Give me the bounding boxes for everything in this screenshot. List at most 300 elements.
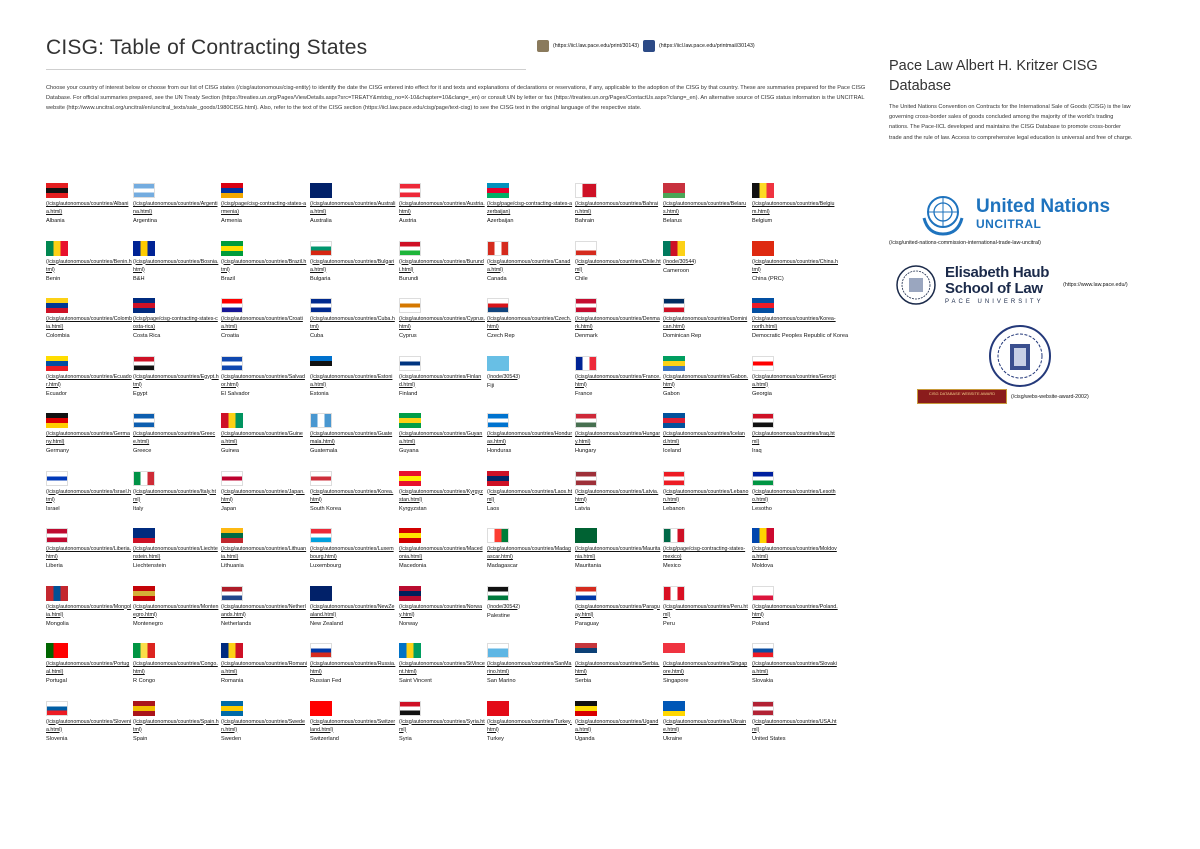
country-cell[interactable] (221, 528, 307, 569)
country-cell[interactable] (752, 298, 849, 339)
country-cell[interactable] (487, 471, 573, 512)
country-link[interactable]: (/cisg/autonomous/countries/Gabon.html) (663, 373, 749, 388)
country-flag-icon[interactable] (487, 471, 509, 486)
country-link[interactable]: (/cisg/autonomous/countries/Mongolia.html) (46, 603, 132, 618)
country-flag-icon[interactable] (221, 471, 243, 486)
country-cell[interactable] (663, 528, 749, 569)
country-flag-icon[interactable] (310, 471, 332, 486)
country-flag-icon[interactable] (487, 241, 509, 256)
country-cell[interactable] (575, 528, 661, 569)
country-link[interactable]: (/cisg/autonomous/countries/Switzerland.html) (310, 718, 396, 733)
country-flag-icon[interactable] (663, 413, 685, 428)
country-link[interactable]: (/cisg/autonomous/countries/Kyrgyzstan.html) (399, 488, 483, 503)
country-flag-icon[interactable] (575, 528, 597, 543)
pace-university: PACE UNIVERSITY (945, 299, 1044, 305)
country-cell[interactable] (46, 586, 132, 627)
country-flag-icon[interactable] (399, 586, 421, 601)
country-cell[interactable] (575, 413, 661, 454)
country-flag-icon[interactable] (575, 413, 597, 428)
country-link[interactable]: (/cisg/autonomous/countries/Colombia.html) (46, 316, 132, 330)
country-cell[interactable] (752, 586, 838, 627)
country-name: Italy (133, 505, 144, 512)
country-cell[interactable] (575, 298, 661, 339)
country-flag-icon[interactable] (133, 183, 155, 198)
pace-logo[interactable] (895, 264, 1128, 306)
country-cell[interactable] (487, 701, 573, 742)
country-link[interactable]: (/cisg/autonomous/countries/Moldova.html) (752, 546, 837, 560)
country-flag-icon[interactable] (310, 183, 332, 198)
country-flag-icon[interactable] (663, 586, 685, 601)
country-flag-icon[interactable] (133, 471, 155, 486)
country-flag-icon[interactable] (221, 298, 243, 313)
country-link[interactable]: (/cisg/autonomous/countries/Australia.html) (310, 201, 396, 215)
country-link[interactable]: (/cisg/autonomous/countries/Belgium.html) (752, 201, 835, 215)
country-cell[interactable] (663, 241, 749, 274)
country-link[interactable]: (/cisg/autonomous/countries/Iraq.html) (752, 431, 835, 445)
country-cell[interactable] (399, 413, 485, 454)
country-flag-icon[interactable] (310, 528, 332, 543)
country-link[interactable]: (/cisg/autonomous/countries/Syria.html) (399, 718, 485, 733)
country-cell[interactable] (752, 701, 838, 742)
country-link[interactable]: (/cisg/autonomous/countries/Liberia.html) (46, 546, 132, 560)
country-cell[interactable] (221, 586, 307, 627)
country-flag-icon[interactable] (46, 413, 68, 428)
country-cell[interactable] (575, 241, 661, 282)
country-cell[interactable] (399, 643, 485, 684)
country-flag-icon[interactable] (399, 241, 421, 256)
country-link[interactable]: (/cisg/autonomous/countries/Belarus.html) (663, 201, 747, 215)
country-cell[interactable] (310, 183, 396, 224)
country-cell[interactable] (575, 643, 661, 684)
country-link[interactable]: (/cisg/autonomous/countries/USA.html) (752, 718, 837, 733)
country-flag-icon[interactable] (46, 298, 68, 313)
country-cell[interactable] (575, 356, 661, 397)
country-name: Paraguay (575, 620, 599, 627)
country-flag-icon[interactable] (133, 413, 155, 428)
country-flag-icon[interactable] (487, 643, 509, 658)
country-name: Benin (46, 275, 61, 282)
country-flag-icon[interactable] (46, 528, 68, 543)
country-cell[interactable] (752, 528, 838, 569)
country-link[interactable]: (/cisg/autonomous/countries/Romania.html) (221, 661, 307, 675)
country-cell[interactable] (221, 356, 307, 397)
country-link[interactable]: (/cisg/autonomous/countries/Slovenia.html) (46, 718, 132, 733)
country-cell[interactable] (487, 413, 573, 454)
country-flag-icon[interactable] (310, 241, 332, 256)
country-flag-icon[interactable] (487, 413, 509, 428)
country-cell[interactable] (487, 356, 573, 389)
country-flag-icon[interactable] (575, 701, 597, 716)
country-link[interactable]: (/cisg/autonomous/countries/Cyprus.html) (399, 316, 485, 330)
country-link[interactable]: (/cisg/autonomous/countries/Greece.html) (133, 431, 216, 445)
country-cell[interactable] (310, 643, 396, 684)
country-link[interactable]: (/node/30542) (487, 603, 520, 610)
country-cell[interactable] (133, 701, 219, 742)
country-link[interactable]: (/cisg/autonomous/countries/Latvia.html) (575, 488, 659, 503)
country-cell[interactable] (487, 643, 573, 684)
country-cell[interactable] (133, 643, 219, 684)
country-link[interactable]: (/cisg/page/cisg-contracting-states-armenia) (221, 201, 307, 215)
country-flag-icon[interactable] (575, 241, 597, 256)
country-link[interactable]: (/cisg/autonomous/countries/Italy.html) (133, 488, 216, 503)
country-flag-icon[interactable] (310, 586, 332, 601)
country-link[interactable]: (/cisg/autonomous/countries/Lebanon.html) (663, 488, 749, 503)
country-link[interactable]: (/cisg/autonomous/countries/China.html) (752, 258, 838, 273)
country-cell[interactable] (310, 528, 396, 569)
country-flag-icon[interactable] (752, 701, 774, 716)
country-flag-icon[interactable] (46, 471, 68, 486)
country-cell[interactable] (663, 356, 749, 397)
country-cell[interactable] (663, 298, 749, 339)
country-link[interactable]: (/cisg/autonomous/countries/Norway.html) (399, 603, 483, 618)
country-cell[interactable] (133, 298, 219, 339)
country-flag-icon[interactable] (752, 528, 774, 543)
country-link[interactable]: (/cisg/autonomous/countries/Slovakia.html) (752, 661, 837, 675)
country-link[interactable]: (/cisg/autonomous/countries/Turkey.html) (487, 718, 572, 733)
country-link[interactable]: (/cisg/autonomous/countries/Salvador.html) (221, 373, 305, 388)
country-link[interactable]: (/cisg/autonomous/countries/Korea.html) (310, 488, 394, 503)
country-cell[interactable] (575, 586, 661, 627)
country-flag-icon[interactable] (310, 413, 332, 428)
country-link[interactable]: (/cisg/autonomous/countries/Serbia.html) (575, 661, 660, 675)
country-cell[interactable] (752, 471, 838, 512)
country-cell[interactable] (133, 528, 219, 569)
country-flag-icon[interactable] (752, 356, 774, 371)
country-link[interactable]: (/cisg/autonomous/countries/Canada.html) (487, 258, 571, 273)
country-flag-icon[interactable] (221, 183, 243, 198)
country-cell[interactable] (310, 413, 396, 454)
country-cell[interactable] (221, 643, 307, 684)
country-cell[interactable] (46, 643, 132, 684)
country-flag-icon[interactable] (133, 356, 155, 371)
country-flag-icon[interactable] (752, 643, 774, 658)
country-flag-icon[interactable] (752, 471, 774, 486)
country-name: Sweden (221, 735, 242, 742)
country-link[interactable]: (/cisg/autonomous/countries/Korea-north.html) (752, 316, 836, 330)
country-link[interactable]: (/cisg/autonomous/countries/NewZealand.html) (310, 603, 395, 618)
country-link[interactable]: (/cisg/autonomous/countries/Bahrain.html) (575, 201, 659, 215)
country-name: Belarus (663, 218, 682, 224)
country-flag-icon[interactable] (663, 298, 685, 313)
print-link[interactable]: (https://iicl.law.pace.edu/print/30143) (553, 43, 639, 49)
country-flag-icon[interactable] (663, 241, 685, 256)
country-cell[interactable] (575, 471, 661, 512)
country-cell[interactable] (399, 528, 485, 569)
country-flag-icon[interactable] (221, 528, 243, 543)
country-link[interactable]: (/cisg/autonomous/countries/Congo.html) (133, 661, 218, 675)
country-link[interactable]: (/cisg/autonomous/countries/Dominican.html) (663, 316, 748, 330)
country-cell[interactable] (221, 183, 307, 224)
country-link[interactable]: (/cisg/autonomous/countries/Austria.html) (399, 201, 485, 215)
country-cell[interactable] (487, 183, 573, 224)
country-link[interactable]: (/cisg/autonomous/countries/Portugal.html) (46, 661, 130, 675)
country-link[interactable]: (/cisg/autonomous/countries/Sweden.html) (221, 718, 305, 733)
country-cell[interactable] (399, 241, 485, 282)
country-cell[interactable] (399, 356, 485, 397)
country-flag-icon[interactable] (221, 356, 243, 371)
country-cell[interactable] (46, 241, 132, 282)
country-cell[interactable] (752, 183, 838, 224)
country-link[interactable]: (/cisg/autonomous/countries/Albania.html) (46, 201, 129, 215)
country-link[interactable]: (/cisg/autonomous/countries/Spain.html) (133, 718, 219, 733)
email-icon[interactable] (643, 40, 655, 52)
country-link[interactable]: (/cisg/autonomous/countries/Lithuania.html) (221, 546, 307, 560)
country-cell[interactable] (310, 471, 396, 512)
country-link[interactable]: (/cisg/autonomous/countries/Argentina.html) (133, 201, 218, 215)
country-flag-icon[interactable] (46, 183, 68, 198)
country-flag-icon[interactable] (221, 586, 243, 601)
country-link[interactable]: (/cisg/autonomous/countries/Croatia.html) (221, 316, 303, 330)
pace-link[interactable]: (https://www.law.pace.edu/) (1063, 282, 1128, 288)
country-cell[interactable] (221, 471, 307, 512)
country-flag-icon[interactable] (575, 586, 597, 601)
country-flag-icon[interactable] (487, 701, 509, 716)
un-logo[interactable] (918, 190, 1110, 238)
country-flag-icon[interactable] (752, 183, 774, 198)
country-cell[interactable] (575, 183, 661, 224)
country-link[interactable]: (/cisg/autonomous/countries/Cuba.html) (310, 316, 395, 330)
country-name: Mongolia (46, 620, 69, 627)
country-flag-icon[interactable] (663, 183, 685, 198)
country-flag-icon[interactable] (487, 298, 509, 313)
country-cell[interactable] (46, 298, 132, 339)
country-link[interactable]: (/cisg/autonomous/countries/Netherlands.html) (221, 603, 306, 618)
country-link[interactable]: (/cisg/autonomous/countries/Estonia.html) (310, 373, 393, 388)
country-cell[interactable] (487, 298, 573, 339)
country-link[interactable]: (/cisg/autonomous/countries/Bulgaria.html) (310, 258, 395, 273)
country-link[interactable]: (/cisg/autonomous/countries/Guinea.html) (221, 431, 303, 445)
country-flag-icon[interactable] (399, 413, 421, 428)
country-cell[interactable] (310, 356, 396, 397)
country-flag-icon[interactable] (310, 643, 332, 658)
country-flag-icon[interactable] (487, 586, 509, 601)
country-cell[interactable] (310, 701, 396, 742)
country-flag-icon[interactable] (399, 471, 421, 486)
country-cell[interactable] (133, 471, 219, 512)
country-flag-icon[interactable] (487, 183, 509, 198)
country-cell[interactable] (663, 586, 749, 627)
country-link[interactable]: (/cisg/page/cisg-contracting-states-azerbaijan) (487, 201, 573, 215)
country-link[interactable]: (/cisg/autonomous/countries/StVincent.html) (399, 661, 485, 675)
country-cell[interactable] (221, 413, 307, 454)
country-flag-icon[interactable] (663, 356, 685, 371)
country-cell[interactable] (663, 643, 749, 684)
country-flag-icon[interactable] (133, 298, 155, 313)
country-cell[interactable] (487, 528, 573, 569)
award[interactable] (917, 389, 1089, 404)
country-cell[interactable] (46, 413, 132, 454)
country-cell[interactable] (221, 701, 307, 742)
country-cell[interactable] (310, 241, 396, 282)
country-link[interactable]: (/cisg/autonomous/countries/Guyana.html) (399, 431, 483, 445)
country-flag-icon[interactable] (399, 528, 421, 543)
country-name: Bulgaria (310, 275, 331, 282)
country-flag-icon[interactable] (399, 701, 421, 716)
country-cell[interactable] (399, 701, 485, 742)
country-cell[interactable] (487, 586, 573, 619)
country-flag-icon[interactable] (487, 528, 509, 543)
country-cell[interactable] (133, 413, 219, 454)
country-name: Democratic Peoples Republic of Korea (752, 333, 849, 339)
country-link[interactable]: (/cisg/autonomous/countries/Mauritania.html) (575, 546, 661, 560)
country-cell[interactable] (310, 298, 396, 339)
country-link[interactable]: (/cisg/autonomous/countries/Russia.html) (310, 661, 396, 675)
country-name: Azerbaijan (487, 218, 514, 224)
country-name: Saint Vincent (399, 678, 432, 684)
country-cell[interactable] (133, 586, 219, 627)
country-link[interactable]: (/cisg/autonomous/countries/Laos.html) (487, 488, 573, 503)
country-flag-icon[interactable] (663, 643, 685, 658)
email-link[interactable]: (https://iicl.law.pace.edu/printmail/30143) (658, 43, 755, 49)
country-flag-icon[interactable] (310, 356, 332, 371)
country-link[interactable]: (/cisg/autonomous/countries/Liechtenstein.html) (133, 546, 218, 560)
country-cell[interactable] (487, 241, 573, 282)
country-link[interactable]: (/cisg/autonomous/countries/Germany.html) (46, 431, 130, 445)
country-link[interactable]: (/cisg/autonomous/countries/Montenegro.html) (133, 603, 219, 618)
country-link[interactable]: (/cisg/autonomous/countries/Czech.html) (487, 316, 572, 330)
country-cell[interactable] (663, 413, 749, 454)
country-link[interactable]: (/cisg/autonomous/countries/Madagascar.html) (487, 546, 571, 560)
country-flag-icon[interactable] (752, 298, 774, 313)
country-flag-icon[interactable] (310, 298, 332, 313)
country-link[interactable]: (/cisg/autonomous/countries/Brazil.html) (221, 258, 307, 273)
country-name: Iraq (752, 448, 762, 454)
country-cell[interactable] (752, 356, 838, 397)
country-flag-icon[interactable] (399, 183, 421, 198)
country-flag-icon[interactable] (133, 643, 155, 658)
country-cell[interactable] (663, 471, 749, 512)
country-link[interactable]: (/cisg/autonomous/countries/Honduras.html) (487, 431, 573, 445)
country-flag-icon[interactable] (310, 701, 332, 716)
country-link[interactable]: (/cisg/autonomous/countries/Ukraine.html) (663, 718, 747, 733)
country-link[interactable]: (/cisg/autonomous/countries/Benin.html) (46, 258, 132, 273)
country-link[interactable]: (/cisg/autonomous/countries/Bosnia.html) (133, 258, 219, 273)
country-cell[interactable] (752, 643, 838, 684)
country-cell[interactable] (310, 586, 396, 627)
country-flag-icon[interactable] (663, 471, 685, 486)
country-flag-icon[interactable] (575, 643, 597, 658)
country-link[interactable]: (/cisg/autonomous/countries/Finland.html) (399, 373, 482, 388)
country-link[interactable]: (/cisg/autonomous/countries/Uganda.html) (575, 718, 659, 733)
country-link[interactable]: (/cisg/autonomous/countries/Japan.html) (221, 488, 305, 503)
country-cell[interactable] (399, 471, 485, 512)
country-cell[interactable] (399, 586, 485, 627)
country-link[interactable]: (/cisg/autonomous/countries/Hungary.html) (575, 431, 661, 445)
country-flag-icon[interactable] (46, 241, 68, 256)
country-flag-icon[interactable] (133, 528, 155, 543)
country-cell[interactable] (133, 241, 219, 282)
country-flag-icon[interactable] (575, 356, 597, 371)
country-flag-icon[interactable] (221, 701, 243, 716)
country-link[interactable]: (/cisg/autonomous/countries/Georgia.html) (752, 373, 836, 388)
country-link[interactable]: (/node/30543) (487, 373, 520, 380)
country-flag-icon[interactable] (575, 471, 597, 486)
country-link[interactable]: (/cisg/autonomous/countries/Poland.html) (752, 603, 838, 618)
award-link[interactable]: (/cisg/webs-website-award-2002) (1011, 393, 1089, 400)
country-link[interactable]: (/cisg/page/cisg-contracting-states-costa-rica) (133, 316, 218, 330)
country-name: Germany (46, 448, 70, 454)
print-icon[interactable] (537, 40, 549, 52)
country-link[interactable]: (/cisg/autonomous/countries/Burundi.html) (399, 258, 484, 273)
country-cell[interactable] (221, 298, 307, 339)
country-cell[interactable] (46, 183, 132, 224)
un-link[interactable]: (/cisg/united-nations-commission-international-trade-law-uncitral) (889, 240, 1041, 246)
country-flag-icon[interactable] (46, 701, 68, 716)
pace-line1: Elisabeth Haub (945, 264, 1050, 281)
country-cell[interactable] (46, 701, 132, 742)
country-flag-icon[interactable] (133, 586, 155, 601)
country-flag-icon[interactable] (221, 643, 243, 658)
country-flag-icon[interactable] (752, 413, 774, 428)
country-link[interactable]: (/cisg/autonomous/countries/Guatemala.html) (310, 431, 393, 445)
country-link[interactable]: (/cisg/autonomous/countries/Egypt.html) (133, 373, 219, 388)
country-link[interactable]: (/cisg/autonomous/countries/SanMarino.html) (487, 661, 572, 675)
country-cell[interactable] (752, 413, 838, 454)
country-row (46, 586, 886, 644)
country-cell[interactable] (133, 183, 219, 224)
country-cell[interactable] (399, 183, 485, 224)
country-flag-icon[interactable] (575, 298, 597, 313)
country-link[interactable]: (/cisg/autonomous/countries/Peru.html) (663, 603, 748, 618)
country-name: Finland (399, 390, 418, 397)
country-flag-icon[interactable] (487, 356, 509, 371)
country-cell[interactable] (575, 701, 661, 742)
country-link[interactable]: (/node/30544) (663, 258, 696, 265)
country-name: Costa Rica (133, 333, 161, 339)
country-cell[interactable] (46, 356, 132, 397)
country-cell[interactable] (752, 241, 838, 282)
country-link[interactable]: (/cisg/autonomous/countries/Denmark.html) (575, 316, 660, 330)
country-cell[interactable] (46, 471, 132, 512)
country-name: Montenegro (133, 620, 163, 627)
country-flag-icon[interactable] (399, 356, 421, 371)
country-cell[interactable] (663, 183, 749, 224)
country-flag-icon[interactable] (46, 356, 68, 371)
country-link[interactable]: (/cisg/autonomous/countries/Israel.html) (46, 488, 132, 503)
country-cell[interactable] (133, 356, 219, 397)
country-flag-icon[interactable] (663, 701, 685, 716)
country-link[interactable]: (/cisg/page/cisg-contracting-states-mexico) (663, 546, 746, 560)
country-flag-icon[interactable] (221, 241, 243, 256)
country-link[interactable]: (/cisg/autonomous/countries/Ecuador.html) (46, 373, 132, 388)
country-flag-icon[interactable] (46, 643, 68, 658)
country-link[interactable]: (/cisg/autonomous/countries/Singapore.html) (663, 661, 748, 675)
country-flag-icon[interactable] (133, 241, 155, 256)
country-cell[interactable] (46, 528, 132, 569)
country-link[interactable]: (/cisg/autonomous/countries/Iceland.html) (663, 431, 745, 445)
country-cell[interactable] (221, 241, 307, 282)
country-flag-icon[interactable] (133, 701, 155, 716)
country-flag-icon[interactable] (752, 586, 774, 601)
country-flag-icon[interactable] (46, 586, 68, 601)
country-cell[interactable] (663, 701, 749, 742)
country-link[interactable]: (/cisg/autonomous/countries/Paraguay.html) (575, 603, 660, 618)
country-link[interactable]: (/cisg/autonomous/countries/Lesotho.html) (752, 488, 836, 503)
country-link[interactable]: (/cisg/autonomous/countries/Luxembourg.html) (310, 546, 394, 560)
cisg-seal-icon[interactable] (988, 324, 1052, 388)
country-flag-icon[interactable] (399, 298, 421, 313)
country-flag-icon[interactable] (399, 643, 421, 658)
country-flag-icon[interactable] (663, 528, 685, 543)
country-flag-icon[interactable] (575, 183, 597, 198)
country-link[interactable]: (/cisg/autonomous/countries/Chile.html) (575, 258, 661, 273)
country-flag-icon[interactable] (221, 413, 243, 428)
country-name: Romania (221, 678, 244, 684)
country-link[interactable]: (/cisg/autonomous/countries/France.html) (575, 373, 661, 388)
country-flag-icon[interactable] (752, 241, 774, 256)
country-cell[interactable] (399, 298, 485, 339)
country-link[interactable]: (/cisg/autonomous/countries/Macedonia.html) (399, 546, 483, 560)
